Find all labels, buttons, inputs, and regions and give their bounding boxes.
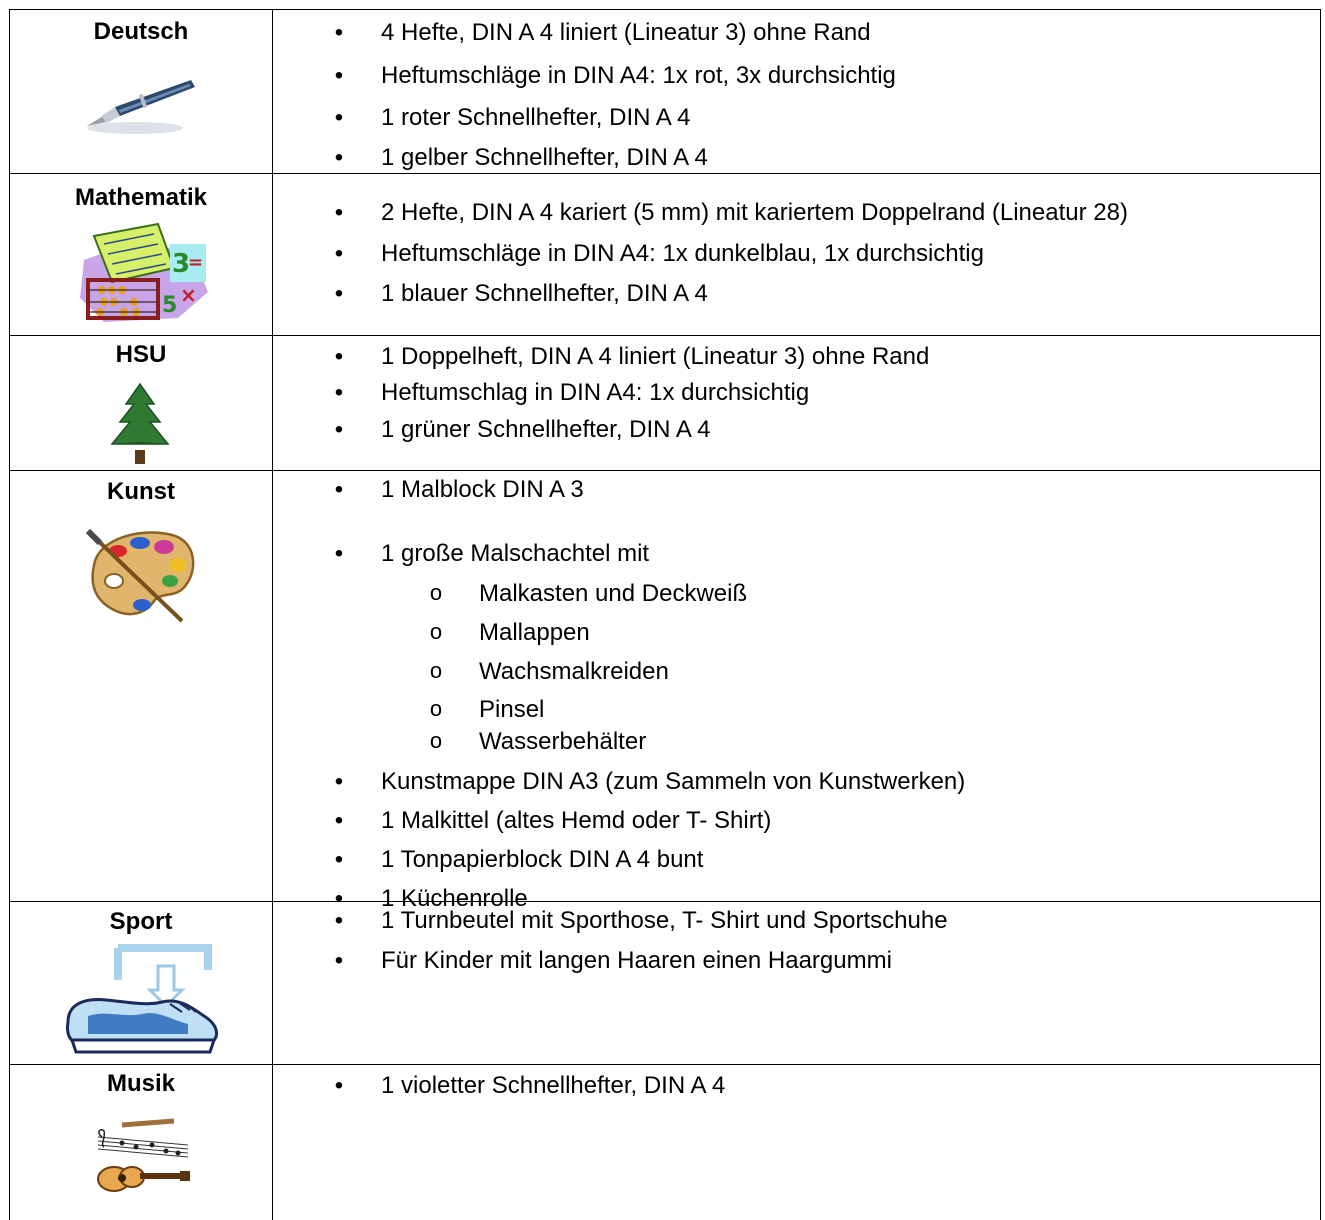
subject-title: Musik [106,1070,175,1097]
items-cell: • 2 Hefte, DIN A 4 kariert (5 mm) mit kariertem Doppelrand (Lineatur 28) • Heftumschläge in DIN A4: 1x dunkelblau, 1x durchsichtig • 1 blauer Schnellhefter, DIN A 4 [334,199,1128,307]
list-item-text: 2 Hefte, DIN A 4 kariert (5 mm) mit kariertem Doppelrand (Lineatur 28) [381,199,1128,226]
svg-text:×: × [180,283,197,307]
abacus-math-icon [74,222,214,324]
subject-title: Deutsch [93,18,189,45]
subject-row-musik [10,1065,1320,1220]
svg-text:3: 3 [172,249,191,279]
items-cell: • 1 Doppelheft, DIN A 4 liniert (Lineatur 3) ohne Rand • Heftumschlag in DIN A4: 1x durchsichtig • 1 grüner Schnellhefter, DIN A 4 [334,343,930,443]
list-item-text: Mallappen [479,619,590,646]
subject-cell [10,10,273,173]
list-item-text: Wachsmalkreiden [479,658,669,685]
list-item-text: Wasserbehälter [479,728,647,755]
list-item-text: Kunstmappe DIN A3 (zum Sammeln von Kunstwerken) [381,768,966,795]
list-item-text: 1 Malkittel (altes Hemd oder T- Shirt) [381,807,772,834]
list-item-text: Heftumschlag in DIN A4: 1x durchsichtig [381,379,810,406]
fountain-pen-icon [85,76,197,138]
subject-row-deutsch [10,10,1320,174]
list-item-text: 1 Malblock DIN A 3 [381,476,584,503]
items-cell: • 1 Turnbeutel mit Sporthose, T- Shirt und Sportschuhe • Für Kinder mit langen Haaren einen Haargummi [334,907,948,974]
items-cell: • 4 Hefte, DIN A 4 liniert (Lineatur 3) ohne Rand • Heftumschläge in DIN A4: 1x rot, 3x durchsichtig • 1 roter Schnellhefter, DIN A 4 • 1 gelber Schnellhefter, DIN A 4 [334,19,896,171]
list-item-text: 4 Hefte, DIN A 4 liniert (Lineatur 3) ohne Rand [381,19,871,46]
subject-row-sport [10,902,1320,1065]
list-item-text: Für Kinder mit langen Haaren einen Haargummi [381,947,892,974]
list-item-text: 1 grüner Schnellhefter, DIN A 4 [381,416,711,443]
subject-title: Mathematik [74,184,208,211]
subject-cell [10,174,273,335]
subject-cell [10,336,273,470]
subject-row-mathematik [10,174,1320,336]
fir-tree-icon [104,382,176,466]
subject-title: Kunst [107,478,175,505]
list-item-text: 1 gelber Schnellhefter, DIN A 4 [381,144,708,171]
list-item-text: 1 violetter Schnellhefter, DIN A 4 [381,1072,726,1099]
subject-title: Sport [109,908,173,935]
list-item-text: Heftumschläge in DIN A4: 1x rot, 3x durchsichtig [381,62,896,89]
list-item-text: 1 Turnbeutel mit Sporthose, T- Shirt und Sportschuhe [381,907,948,934]
subject-row-kunst [10,471,1320,912]
list-item-text: 1 große Malschachtel mit [381,540,650,567]
list-item-text: Pinsel [479,696,545,723]
list-item-text: Malkasten und Deckweiß [479,580,748,607]
list-item-text: 1 Doppelheft, DIN A 4 liniert (Lineatur 3) ohne Rand [381,343,930,370]
svg-text:=: = [188,252,204,273]
list-item-text: 1 Küchenrolle [381,885,528,912]
subject-row-hsu [10,336,1320,471]
subject-cell [10,471,273,901]
subject-title: HSU [115,341,167,368]
list-item-text: 1 roter Schnellhefter, DIN A 4 [381,104,691,131]
items-cell: • 1 violetter Schnellhefter, DIN A 4 [334,1072,726,1099]
list-item-text: 1 Tonpapierblock DIN A 4 bunt [381,846,704,873]
sneaker-hurdle-icon [58,940,228,1058]
guitar-flute-icon [92,1117,192,1197]
subject-cell [10,902,273,1064]
list-item-text: 1 blauer Schnellhefter, DIN A 4 [381,280,708,307]
subject-cell [10,1065,273,1220]
items-cell: • 1 Malblock DIN A 3 • 1 große Malschachtel mit o Malkasten und Deckweiß o Mallappen o Wachsmalkreiden o Pinsel o Wasserbehälter • Kunstmappe DIN A3 (zum Sammeln von Kunstwerken) • 1 Malkittel (altes Hemd oder T- Shirt) • 1 Tonpapierblock DIN A 4 bunt • 1 Küchenrolle [334,476,966,912]
paint-palette-icon [82,525,200,625]
supply-list-table [9,9,1321,1220]
svg-text:5: 5 [162,293,178,318]
list-item-text: Heftumschläge in DIN A4: 1x dunkelblau, 1x durchsichtig [381,240,984,267]
